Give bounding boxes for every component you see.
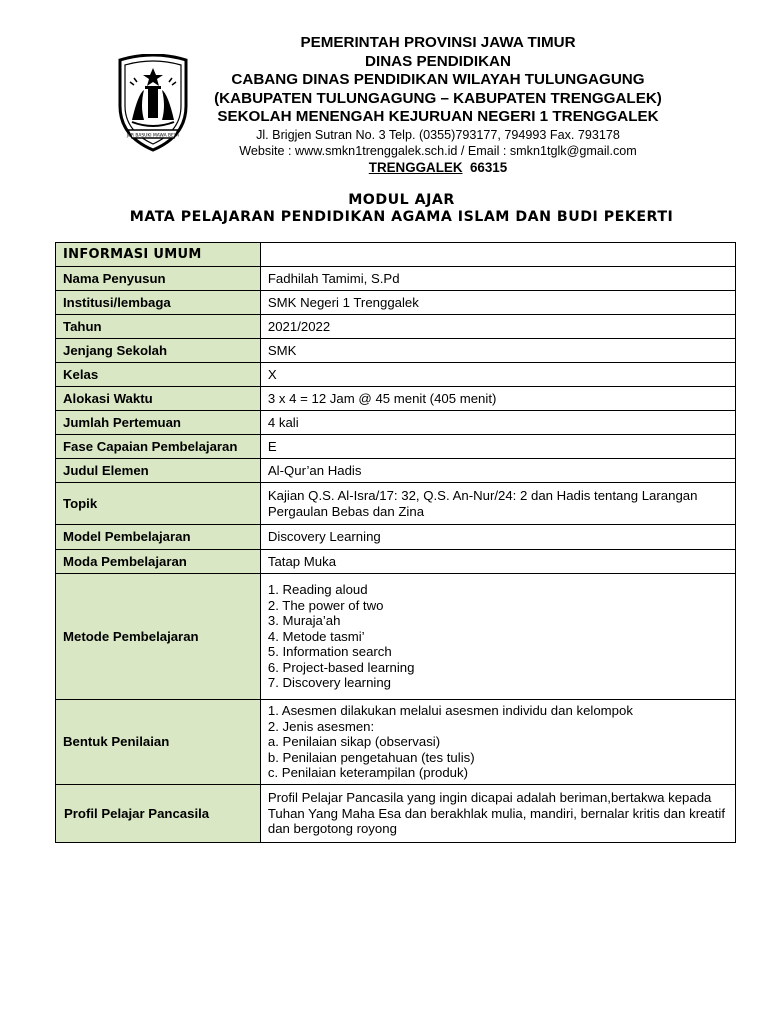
city-name: TRENGGALEK xyxy=(368,160,463,176)
list-item: 5. Information search xyxy=(267,644,392,660)
letterhead-line-2: DINAS PENDIDIKAN xyxy=(365,52,511,70)
table-row xyxy=(56,339,736,363)
row-key: Kelas xyxy=(56,363,261,387)
row-value: SMK Negeri 1 Trenggalek xyxy=(260,291,735,315)
table-header-empty xyxy=(260,243,735,267)
letterhead xyxy=(190,34,686,177)
row-value: E xyxy=(260,435,735,459)
table-row xyxy=(56,267,736,291)
table-header-row xyxy=(56,243,736,267)
row-key: Metode Pembelajaran xyxy=(56,574,261,700)
row-value: Fadhilah Tamimi, S.Pd xyxy=(260,267,735,291)
table-row-penilaian xyxy=(56,700,736,785)
row-value: Discovery Learning xyxy=(260,525,735,550)
table-row xyxy=(56,363,736,387)
table-row xyxy=(56,291,736,315)
table-row xyxy=(56,483,736,525)
row-value: 4 kali xyxy=(260,411,735,435)
list-item: 2. The power of two xyxy=(267,597,384,613)
row-key: Alokasi Waktu xyxy=(56,387,261,411)
row-key: Jumlah Pertemuan xyxy=(56,411,261,435)
list-item: 7. Discovery learning xyxy=(267,675,391,691)
row-key: Moda Pembelajaran xyxy=(56,550,261,574)
row-key: Nama Penyusun xyxy=(56,267,261,291)
row-value: Kajian Q.S. Al-Isra/17: 32, Q.S. An-Nur/24: 2 dan Hadis tentang Larangan Pergaulan Bebas dan Zina xyxy=(260,483,735,525)
row-value: Profil Pelajar Pancasila yang ingin dicapai adalah beriman,bertakwa kepada Tuhan Yang Maha Esa dan berakhlak mulia, mandiri, bernalar kritis dan kreatif dan bergotong royong xyxy=(260,784,735,842)
row-value: Tatap Muka xyxy=(260,550,735,574)
row-key: Institusi/lembaga xyxy=(56,291,261,315)
table-row xyxy=(56,550,736,574)
table-row xyxy=(56,459,736,483)
row-key: Jenjang Sekolah xyxy=(56,339,261,363)
metode-list xyxy=(268,582,728,691)
table-row xyxy=(56,387,736,411)
letterhead-address: Jl. Brigjen Sutran No. 3 Telp. (0355)793177, 794993 Fax. 793178 xyxy=(256,127,620,142)
row-value: SMK xyxy=(260,339,735,363)
letterhead-line-5: SEKOLAH MENENGAH KEJURUAN NEGERI 1 TRENGGALEK xyxy=(217,108,659,126)
letterhead-line-1: PEMERINTAH PROVINSI JAWA TIMUR xyxy=(300,34,576,51)
list-item: 4. Metode tasmi’ xyxy=(267,628,365,644)
list-item: 3. Muraja’ah xyxy=(267,613,341,629)
row-value: 3 x 4 = 12 Jam @ 45 menit (405 menit) xyxy=(260,387,735,411)
row-key: Profil Pelajar Pancasila xyxy=(56,784,261,842)
row-key: Topik xyxy=(56,483,261,525)
list-item: 2. Jenis asesmen: xyxy=(267,718,375,734)
info-table xyxy=(55,242,736,843)
list-item: c. Penilaian keterampilan (produk) xyxy=(267,765,468,781)
letterhead-line-4: (KABUPATEN TULUNGAGUNG – KABUPATEN TRENGGALEK) xyxy=(214,89,662,107)
list-item: a. Penilaian sikap (observasi) xyxy=(267,734,441,750)
letterhead-website: Website : www.smkn1trenggalek.sch.id / Email : smkn1tglk@gmail.com xyxy=(239,144,637,159)
postal-code: 66315 xyxy=(469,160,508,176)
list-item: 6. Project-based learning xyxy=(267,659,415,675)
row-key: Judul Elemen xyxy=(56,459,261,483)
document-titles xyxy=(0,192,768,227)
row-value: 2021/2022 xyxy=(260,315,735,339)
row-key: Model Pembelajaran xyxy=(56,525,261,550)
table-row xyxy=(56,315,736,339)
row-value xyxy=(260,574,735,700)
row-key: Bentuk Penilaian xyxy=(56,700,261,785)
row-value xyxy=(260,700,735,785)
penilaian-list xyxy=(268,703,728,781)
document-title: MODUL AJAR xyxy=(348,192,455,208)
provincial-emblem xyxy=(114,54,192,152)
row-value: Al-Qur’an Hadis xyxy=(260,459,735,483)
list-item: b. Penilaian pengetahuan (tes tulis) xyxy=(267,749,475,765)
letterhead-line-3: CABANG DINAS PENDIDIKAN WILAYAH TULUNGAGUNG xyxy=(231,71,645,89)
row-key: Tahun xyxy=(56,315,261,339)
list-item: 1. Reading aloud xyxy=(267,581,368,597)
letterhead-city xyxy=(190,160,686,176)
document-subtitle: MATA PELAJARAN PENDIDIKAN AGAMA ISLAM DAN BUDI PEKERTI xyxy=(129,209,674,226)
emblem-motto: JER BASUKI MAWA BEYA xyxy=(126,133,180,139)
row-key: Fase Capaian Pembelajaran xyxy=(56,435,261,459)
list-item: 1. Asesmen dilakukan melalui asesmen individu dan kelompok xyxy=(267,703,633,718)
table-row xyxy=(56,411,736,435)
table-row xyxy=(56,435,736,459)
table-header: INFORMASI UMUM xyxy=(56,243,261,267)
table-row-profil xyxy=(56,784,736,842)
row-value: X xyxy=(260,363,735,387)
table-row xyxy=(56,525,736,550)
table-row-metode xyxy=(56,574,736,700)
